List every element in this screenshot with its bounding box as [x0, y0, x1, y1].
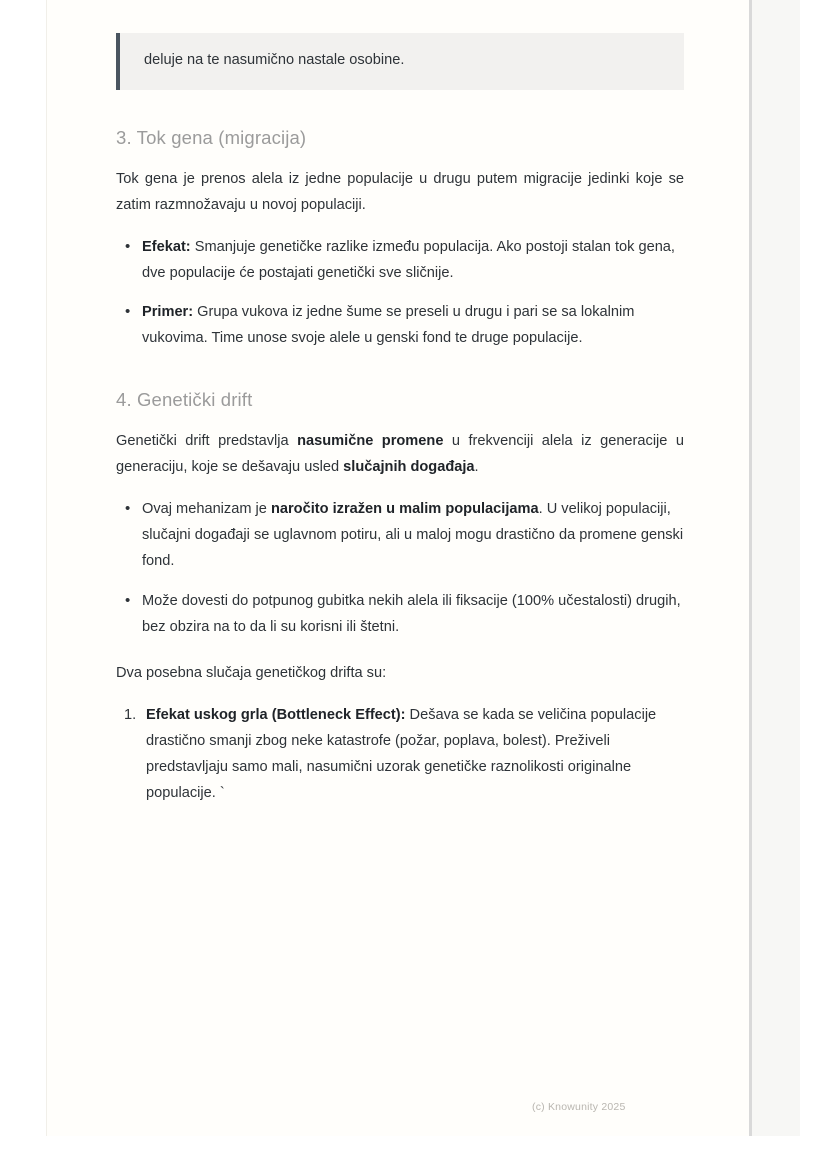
intro-text-part-3: . — [474, 459, 479, 476]
list-item — [146, 703, 684, 807]
bullet-body-text: Grupa vukova iz jedne šume se preseli u drugu i pari se sa lokalnim vukovima. Time unose svoje alele u genski fond te druge populacije. — [142, 304, 635, 347]
document-content — [116, 0, 684, 821]
right-margin-strip — [752, 0, 800, 1136]
numbered-lead-label: Efekat uskog grla (Bottleneck Effect): — [146, 707, 406, 724]
section-3-intro-paragraph: Tok gena je prenos alela iz jedne populacije u drugu putem migracije jedinki koje se zatim razmnožavaju u novoj populaciji. — [116, 170, 684, 213]
bullet-text-suffix: . U velikoj populaciji, slučajni događaji se uglavnom potiru, ali u maloj mogu drastično da promene genski fond. — [142, 501, 684, 570]
bullet-text-prefix: Može dovesti do potpunog gubitka nekih alela ili fiksacije (100% učestalosti) drugih, bez obzira na to da li su korisni ili štetni. — [142, 593, 681, 636]
list-item — [142, 497, 684, 575]
intro-text-part-1: Genetički drift predstavlja — [116, 433, 298, 450]
intro-text-part-2: u frekvenciji alela iz generacije u generaciju, koje se dešavaju usled — [116, 433, 684, 476]
numbered-body-text: Dešava se kada se veličina populacije drastično smanji zbog neke katastrofe (požar, poplava, bolest). Preživeli predstavljaju samo mali, nasumični uzorak genetičke raznolikosti originalne populacije. ` — [146, 707, 657, 802]
list-item — [142, 235, 684, 287]
section-3-bullet-list — [116, 235, 684, 353]
intro-bold-nasumicne-promene: nasumične promene — [297, 433, 444, 450]
section-4-intro-paragraph — [116, 429, 684, 481]
document-page — [47, 0, 750, 1136]
list-item — [142, 589, 684, 641]
numbered-list-intro-paragraph: Dva posebna slučaja genetičkog drifta su: — [116, 665, 387, 682]
blockquote-text: deluje na te nasumično nastale osobine. — [144, 52, 405, 68]
section-heading-geneticki-drift: 4. Genetički drift — [116, 389, 253, 411]
bullet-lead-label: Primer: — [142, 304, 194, 321]
blockquote-callout — [116, 33, 684, 90]
section-4-numbered-list — [116, 703, 684, 807]
bullet-lead-label: Efekat: — [142, 238, 191, 255]
section-4-bullet-list — [116, 497, 684, 641]
list-item — [142, 300, 684, 352]
intro-bold-slucajnih-dogadjaja: slučajnih događaja — [343, 459, 475, 476]
bullet-bold-emphasis: naročito izražen u malim populacijama — [270, 501, 539, 518]
bullet-body-text: Smanjuje genetičke razlike između populacija. Ako postoji stalan tok gena, dve populacije će postajati genetički sve sličnije. — [142, 238, 675, 281]
footer-copyright: (c) Knowunity 2025 — [532, 1101, 626, 1113]
section-heading-tok-gena: 3. Tok gena (migracija) — [116, 126, 307, 148]
bullet-text-prefix: Ovaj mehanizam je — [142, 501, 271, 518]
